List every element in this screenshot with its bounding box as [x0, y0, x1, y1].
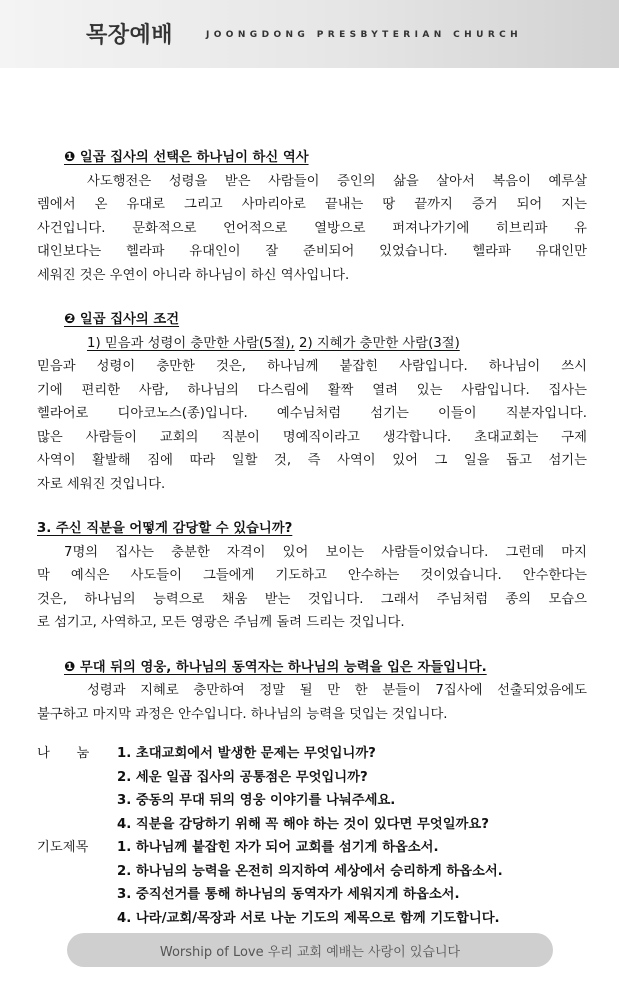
- section-3-line: 7명의 집사는 충분한 자격이 있어 보이는 사람들이었습니다. 그런데 마지: [64, 544, 587, 560]
- section-2-line: 자로 세워진 것입니다.: [37, 476, 166, 492]
- section-1: [37, 146, 587, 287]
- section-4-heading: ❶ 무대 뒤의 영웅, 하나님의 동역자는 하나님의 능력을 입은 자들입니다.: [64, 659, 487, 675]
- prayer-topic: 2. 하나님의 능력을 온전히 의지하여 세상에서 승리하게 하옵소서.: [117, 863, 503, 879]
- prayer-topic: 4. 나라/교회/목장과 서로 나눈 기도의 제목으로 함께 기도합니다.: [117, 910, 500, 926]
- sharing-question: 1. 초대교회에서 발생한 문제는 무엇입니까?: [117, 746, 376, 761]
- section-2-line: 기에 편리한 사람, 하나님의 다스림에 활짝 열려 있는 사람입니다. 집사는: [37, 382, 587, 398]
- header-title: 목장예배: [86, 23, 174, 48]
- section-4-line: 불구하고 마지막 과정은 안수입니다. 하나님의 능력을 덧입는 것입니다.: [37, 706, 448, 722]
- section-2-heading: ❷ 일곱 집사의 조건: [64, 312, 180, 327]
- section-2: [37, 308, 587, 496]
- section-1-line: 대인보다는 헬라파 유대인이 잘 준비되어 있었습니다. 헬라파 유대인만: [37, 244, 587, 259]
- prayer-topic: 3. 중직선거를 통해 하나님의 동역자가 세워지게 하옵소서.: [117, 887, 460, 902]
- section-1-line: 사건입니다. 문화적으로 언어적으로 열방으로 퍼져나가기에 히브리파 유: [37, 220, 587, 236]
- prayer-topics: [37, 836, 587, 930]
- section-2-line: 사역이 활발해 짐에 따라 일할 것, 즉 사역이 있어 그 일을 돕고 섬기는: [37, 453, 587, 468]
- sermon-content: [37, 146, 587, 930]
- section-1-line: 사도행전은 성령을 받은 사람들이 증인의 삶을 살아서 복음이 예루살: [87, 173, 587, 189]
- prayer-label: 기도제목: [37, 840, 89, 855]
- sharing-label: 나 눔: [37, 746, 90, 761]
- sharing-question: 3. 중동의 무대 뒤의 영웅 이야기를 나눠주세요.: [117, 793, 396, 808]
- sharing-question: 4. 직분을 감당하기 위해 꼭 해야 하는 것이 있다면 무엇일까요?: [117, 816, 489, 832]
- sharing-questions: [37, 742, 587, 836]
- section-3-line: 것은, 하나님의 능력으로 채움 받는 것입니다. 그래서 주님처럼 종의 모습으: [37, 591, 587, 607]
- section-2-line: 믿음과 성령이 충만한 것은, 하나님께 붙잡힌 사람입니다. 하나님이 쓰시: [37, 359, 587, 374]
- footer-banner: Worship of Love 우리 교회 예배는 사랑이 있습니다: [67, 933, 553, 967]
- section-3-line: 로 섬기고, 사역하고, 모든 영광은 주님께 돌려 드리는 것입니다.: [37, 615, 405, 630]
- prayer-topic: 1. 하나님께 붙잡힌 자가 되어 교회를 섬기게 하옵소서.: [117, 840, 439, 855]
- page-header: [0, 0, 619, 68]
- section-2-subtitle: [37, 332, 587, 356]
- section-2-line: 헬라어로 디아코노스(종)입니다. 예수님처럼 섬기는 이들이 직분자입니다.: [37, 406, 587, 421]
- section-3-heading: 3. 주신 직분을 어떻게 감당할 수 있습니까?: [37, 521, 293, 536]
- sharing-question: 2. 세운 일곱 집사의 공통점은 무엇입니까?: [117, 769, 368, 785]
- section-2-line: 많은 사람들이 교회의 직분이 명예직이라고 생각합니다. 초대교회는 구제: [37, 429, 587, 445]
- condition-faith-spirit: 1) 믿음과 성령이 충만한 사람(5절),: [87, 335, 295, 351]
- section-4-line: 성령과 지혜로 충만하여 정말 될 만 한 분들이 7집사에 선출되었음에도: [87, 683, 587, 698]
- header-subtitle: JOONGDONG PRESBYTERIAN CHURCH: [206, 30, 523, 40]
- section-1-line: 세워진 것은 우연이 아니라 하나님이 하신 역사입니다.: [37, 267, 350, 283]
- section-4: [37, 656, 587, 727]
- section-1-line: 렘에서 온 유대로 그리고 사마리아로 끝내는 땅 끝까지 증거 되어 지는: [37, 197, 587, 212]
- section-1-heading: ❶ 일곱 집사의 선택은 하나님이 하신 역사: [64, 150, 309, 165]
- condition-wisdom: 2) 지혜가 충만한 사람(3절): [299, 335, 460, 351]
- section-3-line: 막 예식은 사도들이 그들에게 기도하고 안수하는 것이었습니다. 안수한다는: [37, 568, 587, 583]
- section-3: [37, 517, 587, 635]
